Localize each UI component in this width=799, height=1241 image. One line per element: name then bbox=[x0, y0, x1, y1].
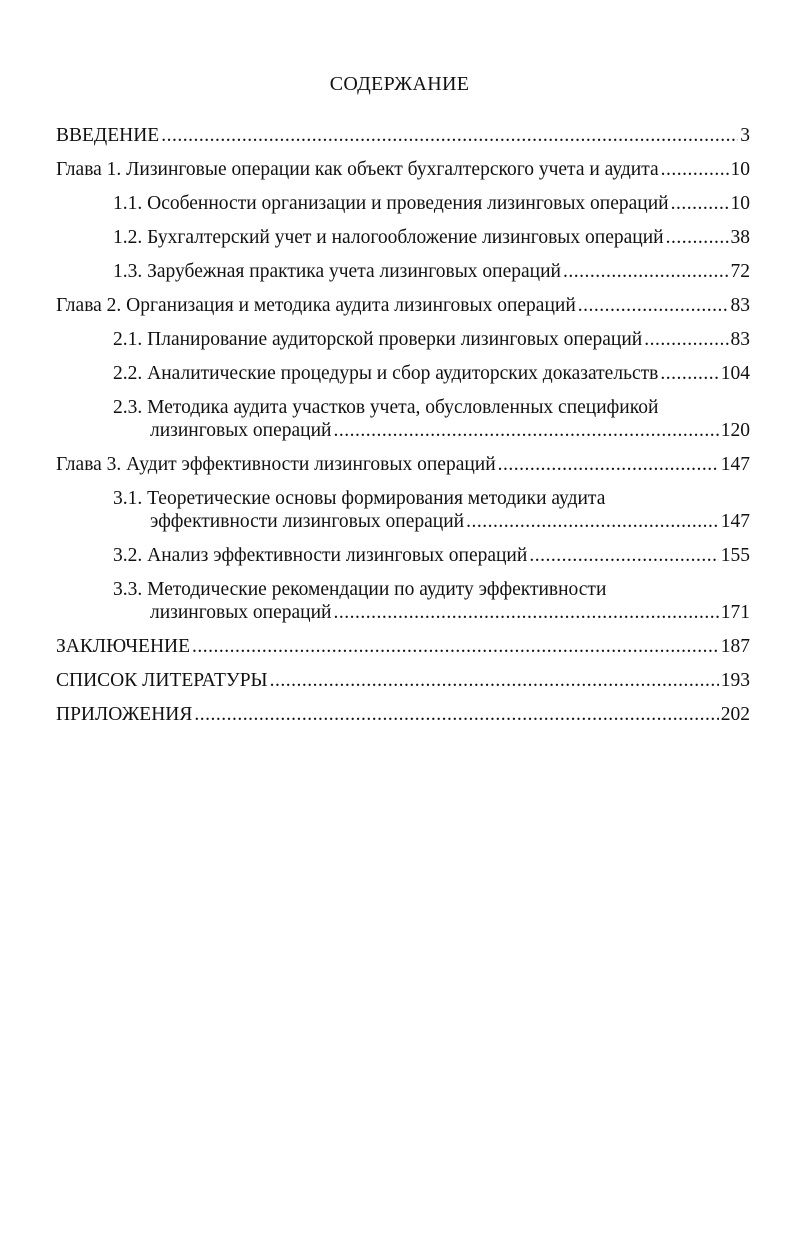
toc-entry-label-continued: лизинговых операций bbox=[150, 602, 332, 623]
toc-entry[interactable] bbox=[56, 226, 750, 260]
leader-dots bbox=[578, 294, 729, 317]
toc-entry[interactable] bbox=[56, 487, 750, 544]
leader-dots bbox=[334, 419, 719, 442]
toc-page-number: 10 bbox=[730, 159, 750, 180]
leader-dots bbox=[192, 635, 719, 658]
leader-dots bbox=[671, 192, 729, 215]
leader-dots bbox=[334, 601, 719, 624]
toc-page-number: 10 bbox=[730, 193, 750, 214]
toc-entry-label: 3.1. Теоретические основы формирования методики аудита bbox=[113, 488, 606, 509]
toc-entry-label: 2.1. Планирование аудиторской проверки лизинговых операций bbox=[113, 329, 643, 350]
toc-entry-label: 3.3. Методические рекомендации по аудиту эффективности bbox=[113, 579, 607, 600]
toc-entry-label: Глава 2. Организация и методика аудита лизинговых операций bbox=[56, 295, 576, 316]
toc-entry-label: 1.2. Бухгалтерский учет и налогообложение лизинговых операций bbox=[113, 227, 664, 248]
toc-entry[interactable] bbox=[56, 260, 750, 294]
toc-entry-label-continued: лизинговых операций bbox=[150, 420, 332, 441]
toc-entry-label: 2.3. Методика аудита участков учета, обусловленных спецификой bbox=[113, 397, 659, 418]
table-of-contents bbox=[56, 124, 750, 737]
leader-dots bbox=[529, 544, 718, 567]
toc-entry[interactable] bbox=[56, 294, 750, 328]
leader-dots bbox=[161, 124, 738, 147]
leader-dots bbox=[563, 260, 729, 283]
toc-page-number: 155 bbox=[720, 545, 750, 566]
toc-page-number: 171 bbox=[720, 602, 750, 623]
leader-dots bbox=[666, 226, 729, 249]
toc-entry-label: 1.3. Зарубежная практика учета лизинговых операций bbox=[113, 261, 561, 282]
toc-entry-label-continued: эффективности лизинговых операций bbox=[150, 511, 465, 532]
toc-entry-label: 2.2. Аналитические процедуры и сбор аудиторских доказательств bbox=[113, 363, 659, 384]
leader-dots bbox=[498, 453, 719, 476]
leader-dots bbox=[270, 669, 719, 692]
toc-entry[interactable] bbox=[56, 453, 750, 487]
toc-entry-label: СПИСОК ЛИТЕРАТУРЫ bbox=[56, 670, 268, 691]
toc-entry-label: Глава 1. Лизинговые операции как объект бухгалтерского учета и аудита bbox=[56, 159, 659, 180]
toc-entry[interactable] bbox=[56, 328, 750, 362]
leader-dots bbox=[661, 158, 729, 181]
toc-entry-label: Глава 3. Аудит эффективности лизинговых операций bbox=[56, 454, 496, 475]
toc-entry-label: ЗАКЛЮЧЕНИЕ bbox=[56, 636, 191, 657]
toc-entry[interactable] bbox=[56, 396, 750, 453]
toc-page-number: 83 bbox=[730, 329, 750, 350]
toc-page-number: 72 bbox=[730, 261, 750, 282]
toc-entry[interactable] bbox=[56, 703, 750, 737]
leader-dots bbox=[194, 703, 718, 726]
toc-entry[interactable] bbox=[56, 192, 750, 226]
toc-page-number: 3 bbox=[740, 125, 750, 146]
toc-page-number: 193 bbox=[720, 670, 750, 691]
toc-page-number: 104 bbox=[720, 363, 750, 384]
toc-page-number: 187 bbox=[720, 636, 750, 657]
toc-entry[interactable] bbox=[56, 124, 750, 158]
toc-entry[interactable] bbox=[56, 362, 750, 396]
toc-page-number: 202 bbox=[720, 704, 750, 725]
toc-entry-label: ПРИЛОЖЕНИЯ bbox=[56, 704, 193, 725]
toc-entry[interactable] bbox=[56, 635, 750, 669]
toc-entry[interactable] bbox=[56, 578, 750, 635]
toc-entry-label: ВВЕДЕНИЕ bbox=[56, 125, 160, 146]
toc-entry[interactable] bbox=[56, 158, 750, 192]
toc-entry-label: 1.1. Особенности организации и проведения лизинговых операций bbox=[113, 193, 669, 214]
toc-entry[interactable] bbox=[56, 669, 750, 703]
toc-page-number: 38 bbox=[730, 227, 750, 248]
toc-page-number: 147 bbox=[720, 454, 750, 475]
toc-page-number: 147 bbox=[720, 511, 750, 532]
leader-dots bbox=[466, 510, 719, 533]
toc-page-number: 120 bbox=[720, 420, 750, 441]
toc-entry[interactable] bbox=[56, 544, 750, 578]
toc-page-number: 83 bbox=[730, 295, 750, 316]
toc-entry-label: 3.2. Анализ эффективности лизинговых операций bbox=[113, 545, 528, 566]
leader-dots bbox=[644, 328, 728, 351]
toc-title: СОДЕРЖАНИЕ bbox=[329, 73, 470, 95]
leader-dots bbox=[660, 362, 718, 385]
